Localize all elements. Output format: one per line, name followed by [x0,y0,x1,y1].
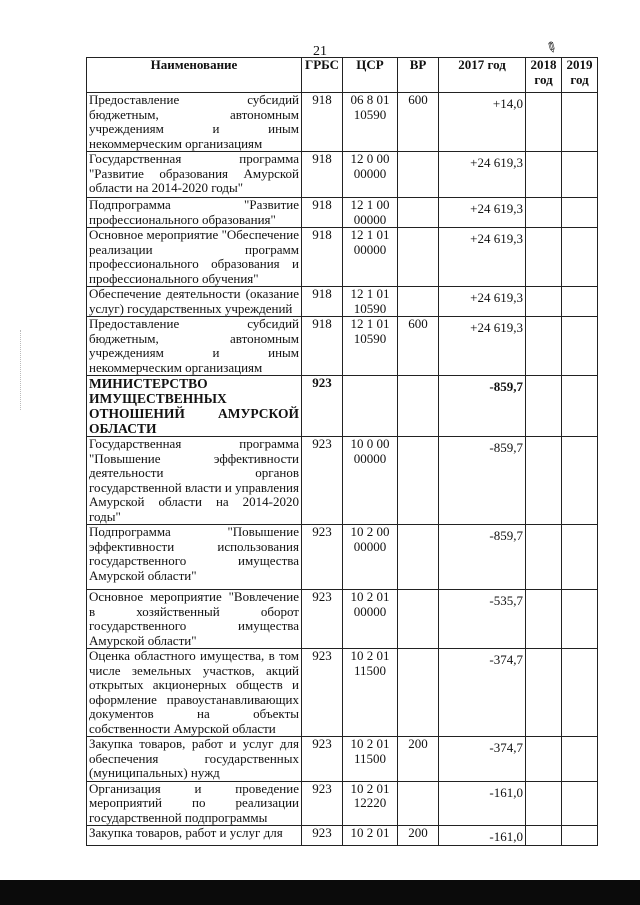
table-row [87,228,598,287]
cell-grbs: 918 [302,317,343,376]
cell-2017: -161,0 [439,781,526,826]
cell-2019 [562,198,598,228]
cell-vr [398,376,439,437]
header-csr: ЦСР [343,58,398,93]
cell-2017: +24 619,3 [439,317,526,376]
cell-2019 [562,649,598,737]
cell-csr: 10 2 01 11500 [343,737,398,782]
cell-2018 [526,152,562,198]
cell-vr [398,781,439,826]
cell-grbs: 923 [302,437,343,525]
scan-bottom-edge [0,880,640,905]
cell-csr: 10 2 00 00000 [343,525,398,590]
cell-2019 [562,317,598,376]
cell-2018 [526,198,562,228]
table-row [87,437,598,525]
cell-2018 [526,376,562,437]
cell-2019 [562,376,598,437]
table-row [87,781,598,826]
cell-2018 [526,437,562,525]
header-name: Наименование [87,58,302,93]
cell-2017: +24 619,3 [439,198,526,228]
cell-grbs: 918 [302,228,343,287]
cell-2017: -374,7 [439,649,526,737]
table-row [87,317,598,376]
cell-grbs: 923 [302,649,343,737]
cell-vr [398,649,439,737]
cell-2018 [526,317,562,376]
cell-2019 [562,152,598,198]
cell-name: МИНИСТЕРСТВО ИМУЩЕСТВЕННЫХ ОТНОШЕНИЙ АМУРСКОЙ ОБЛАСТИ [87,376,302,437]
cell-2017: +24 619,3 [439,228,526,287]
cell-vr: 200 [398,826,439,846]
cell-2017: -859,7 [439,437,526,525]
table-row [87,525,598,590]
cell-csr: 10 2 01 [343,826,398,846]
cell-2017: +14,0 [439,93,526,152]
cell-name: Основное мероприятие "Обеспечение реализации программ профессионального образования и профессионального обучения" [87,228,302,287]
cell-2019 [562,826,598,846]
cell-2018 [526,590,562,649]
cell-grbs: 918 [302,287,343,317]
cell-2019 [562,590,598,649]
cell-grbs: 923 [302,737,343,782]
header-2019: 2019 год [562,58,598,93]
cell-2019 [562,525,598,590]
cell-2019 [562,781,598,826]
cell-2019 [562,437,598,525]
cell-2019 [562,228,598,287]
cell-2017: -535,7 [439,590,526,649]
table-row [87,93,598,152]
cell-name: Предоставление субсидий бюджетным, автономным учреждениям и иным некоммерческим организациям [87,317,302,376]
cell-name: Обеспечение деятельности (оказание услуг) государственных учреждений [87,287,302,317]
cell-name: Подпрограмма "Развитие профессионального образования" [87,198,302,228]
cell-grbs: 918 [302,198,343,228]
cell-vr: 200 [398,737,439,782]
cell-csr: 12 1 00 00000 [343,198,398,228]
cell-grbs: 918 [302,152,343,198]
cell-name: Закупка товаров, работ и услуг для [87,826,302,846]
cell-name: Предоставление субсидий бюджетным, автономным учреждениям и иным некоммерческим организациям [87,93,302,152]
cell-vr: 600 [398,317,439,376]
table-row [87,590,598,649]
cell-2017: -374,7 [439,737,526,782]
cell-2017: -859,7 [439,376,526,437]
cell-vr [398,228,439,287]
cell-2018 [526,649,562,737]
cell-2018 [526,781,562,826]
cell-2018 [526,93,562,152]
table-row [87,198,598,228]
cell-vr [398,287,439,317]
header-2018: 2018 год [526,58,562,93]
table-row [87,287,598,317]
cell-grbs: 923 [302,590,343,649]
cell-2017: -859,7 [439,525,526,590]
table-row [87,826,598,846]
cell-vr [398,437,439,525]
cell-name: Государственная программа "Развитие образования Амурской области на 2014-2020 годы" [87,152,302,198]
cell-csr [343,376,398,437]
cell-vr [398,525,439,590]
cell-name: Закупка товаров, работ и услуг для обеспечения государственных (муниципальных) нужд [87,737,302,782]
cell-name: Подпрограмма "Повышение эффективности использования государственного имущества Амурской области" [87,525,302,590]
cell-2017: +24 619,3 [439,287,526,317]
cell-grbs: 918 [302,93,343,152]
cell-csr: 10 2 01 00000 [343,590,398,649]
cell-name: Государственная программа "Повышение эффективности деятельности органов государственной власти и управления Амурской области на 2014-2020 годы" [87,437,302,525]
cell-grbs: 923 [302,781,343,826]
cell-csr: 12 1 01 10590 [343,317,398,376]
cell-2019 [562,93,598,152]
header-vr: ВР [398,58,439,93]
cell-2018 [526,525,562,590]
scan-specks [20,330,23,410]
cell-2017: +24 619,3 [439,152,526,198]
table-row [87,737,598,782]
cell-vr: 600 [398,93,439,152]
cell-2018 [526,287,562,317]
cell-2019 [562,737,598,782]
cell-vr [398,198,439,228]
table-row [87,376,598,437]
cell-grbs: 923 [302,525,343,590]
table-header-row [87,58,598,93]
cell-grbs: 923 [302,826,343,846]
cell-2019 [562,287,598,317]
budget-table [86,57,598,846]
scan-mark-icon: ✎ [542,39,560,58]
table-row [87,152,598,198]
cell-csr: 10 2 01 11500 [343,649,398,737]
cell-name: Основное мероприятие "Вовлечение в хозяйственный оборот государственного имущества Амурской области" [87,590,302,649]
cell-vr [398,152,439,198]
cell-csr: 10 0 00 00000 [343,437,398,525]
header-2017: 2017 год [439,58,526,93]
cell-csr: 06 8 01 10590 [343,93,398,152]
header-grbs: ГРБС [302,58,343,93]
page-number: 21 [313,44,327,59]
cell-csr: 10 2 01 12220 [343,781,398,826]
cell-csr: 12 0 00 00000 [343,152,398,198]
cell-csr: 12 1 01 00000 [343,228,398,287]
cell-2018 [526,826,562,846]
cell-name: Оценка областного имущества, в том числе земельных участков, акций открытых акционерных обществ и оформление правоустанавливающих документов на объекты собственности Амурской области [87,649,302,737]
cell-2018 [526,737,562,782]
cell-name: Организация и проведение мероприятий по реализации государственной подпрограммы [87,781,302,826]
cell-grbs: 923 [302,376,343,437]
cell-2018 [526,228,562,287]
cell-csr: 12 1 01 10590 [343,287,398,317]
table-row [87,649,598,737]
cell-2017: -161,0 [439,826,526,846]
cell-vr [398,590,439,649]
